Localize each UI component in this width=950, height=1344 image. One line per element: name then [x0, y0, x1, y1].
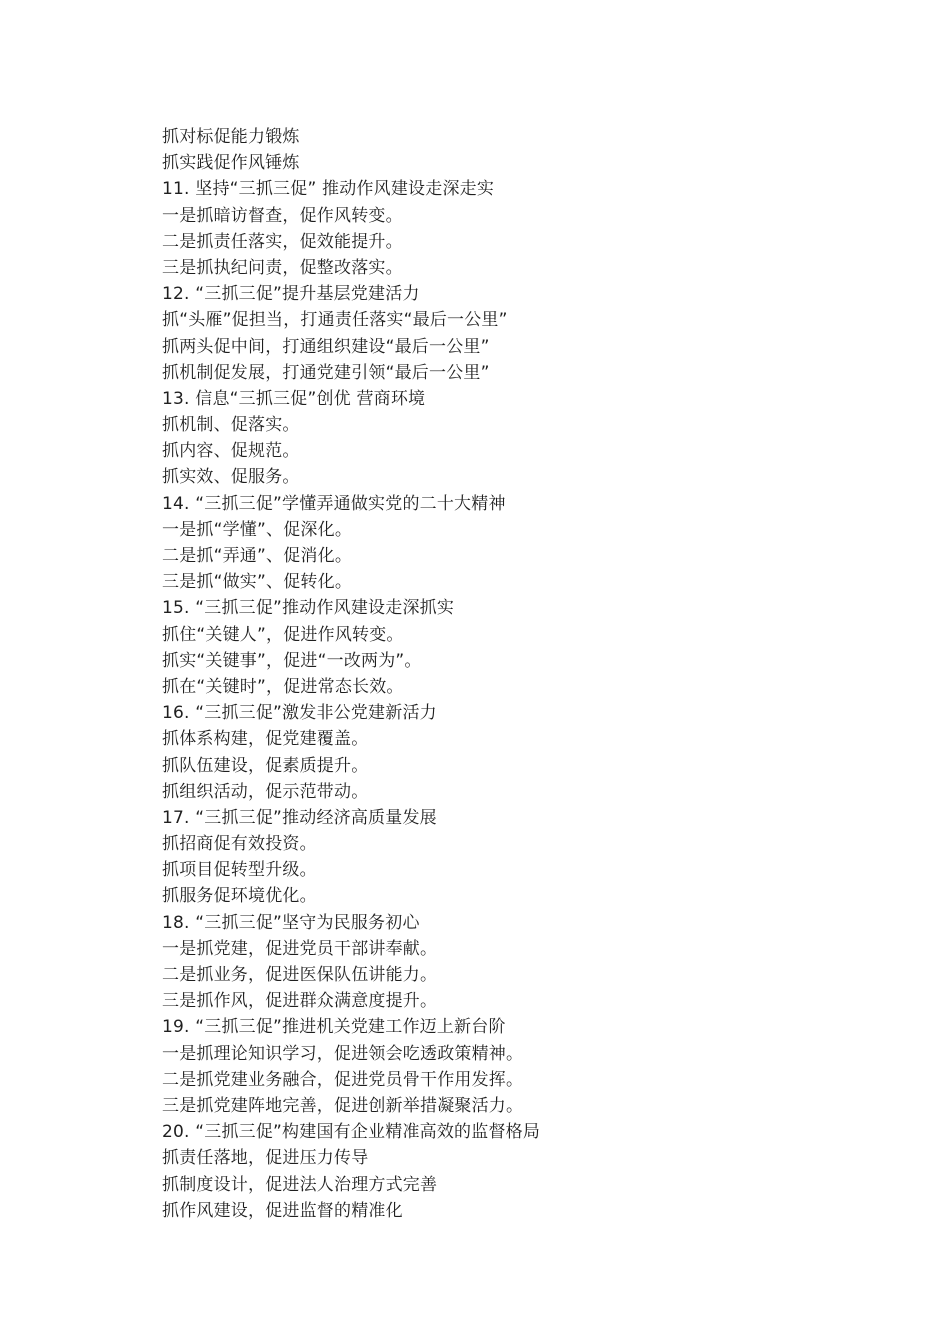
section-heading: 20. “三抓三促”构建国有企业精准高效的监督格局 [162, 1122, 541, 1143]
text-line: 抓体系构建，促党建覆盖。 [162, 729, 369, 750]
text-line: 抓机制促发展，打通党建引领“最后一公里” [162, 362, 490, 383]
text-line: 二是抓党建业务融合，促进党员骨干作用发挥。 [162, 1069, 524, 1090]
section-heading: 16. “三抓三促”激发非公党建新活力 [162, 703, 437, 724]
section-heading: 12. “三抓三促”提升基层党建活力 [162, 284, 420, 305]
document-body [162, 124, 902, 1224]
text-line: 抓作风建设，促进监督的精准化 [162, 1200, 403, 1221]
text-line: 抓项目促转型升级。 [162, 860, 317, 881]
text-line: 抓队伍建设，促素质提升。 [162, 755, 369, 776]
section-heading: 17. “三抓三促”推动经济高质量发展 [162, 807, 437, 828]
text-line: 抓“头雁”促担当，打通责任落实“最后一公里” [162, 310, 508, 331]
text-line: 二是抓“弄通”、促消化。 [162, 546, 353, 566]
section-heading: 14. “三抓三促”学懂弄通做实党的二十大精神 [162, 493, 506, 514]
text-line: 抓组织活动，促示范带动。 [162, 781, 369, 802]
text-line: 抓机制、促落实。 [162, 415, 300, 436]
section-heading: 19. “三抓三促”推进机关党建工作迈上新台阶 [162, 1017, 506, 1038]
text-line: 一是抓暗访督查，促作风转变。 [162, 205, 403, 226]
text-line: 二是抓责任落实，促效能提升。 [162, 231, 403, 252]
text-line: 抓内容、促规范。 [162, 441, 300, 462]
text-line: 抓服务促环境优化。 [162, 886, 317, 907]
text-line: 一是抓党建，促进党员干部讲奉献。 [162, 938, 438, 959]
section-heading: 15. “三抓三促”推动作风建设走深抓实 [162, 598, 455, 619]
text-line: 抓实践促作风锤炼 [162, 153, 300, 174]
text-line: 抓住“关键人”，促进作风转变。 [162, 624, 404, 645]
text-line: 抓实“关键事”，促进“一改两为”。 [162, 650, 422, 671]
text-line: 一是抓理论知识学习，促进领会吃透政策精神。 [162, 1043, 524, 1064]
section-heading: 11. 坚持“三抓三促” 推动作风建设走深走实 [162, 179, 495, 200]
text-line: 抓制度设计，促进法人治理方式完善 [162, 1174, 438, 1195]
text-line: 抓对标促能力锻炼 [162, 127, 300, 147]
text-line: 抓在“关键时”，促进常态长效。 [162, 676, 404, 697]
text-line: 三是抓执纪问责，促整改落实。 [162, 257, 403, 278]
text-line: 抓两头促中间，打通组织建设“最后一公里” [162, 336, 490, 357]
text-line: 抓责任落地，促进压力传导 [162, 1148, 369, 1169]
text-line: 三是抓作风，促进群众满意度提升。 [162, 991, 438, 1012]
text-line: 三是抓“做实”、促转化。 [162, 572, 353, 593]
text-line: 抓招商促有效投资。 [162, 834, 317, 855]
section-heading: 13. 信息“三抓三促”创优 营商环境 [162, 388, 426, 409]
section-heading: 18. “三抓三促”坚守为民服务初心 [162, 912, 420, 933]
text-line: 抓实效、促服务。 [162, 467, 300, 488]
text-line: 三是抓党建阵地完善，促进创新举措凝聚活力。 [162, 1095, 524, 1116]
text-line: 一是抓“学懂”、促深化。 [162, 519, 353, 540]
text-line: 二是抓业务，促进医保队伍讲能力。 [162, 965, 438, 985]
